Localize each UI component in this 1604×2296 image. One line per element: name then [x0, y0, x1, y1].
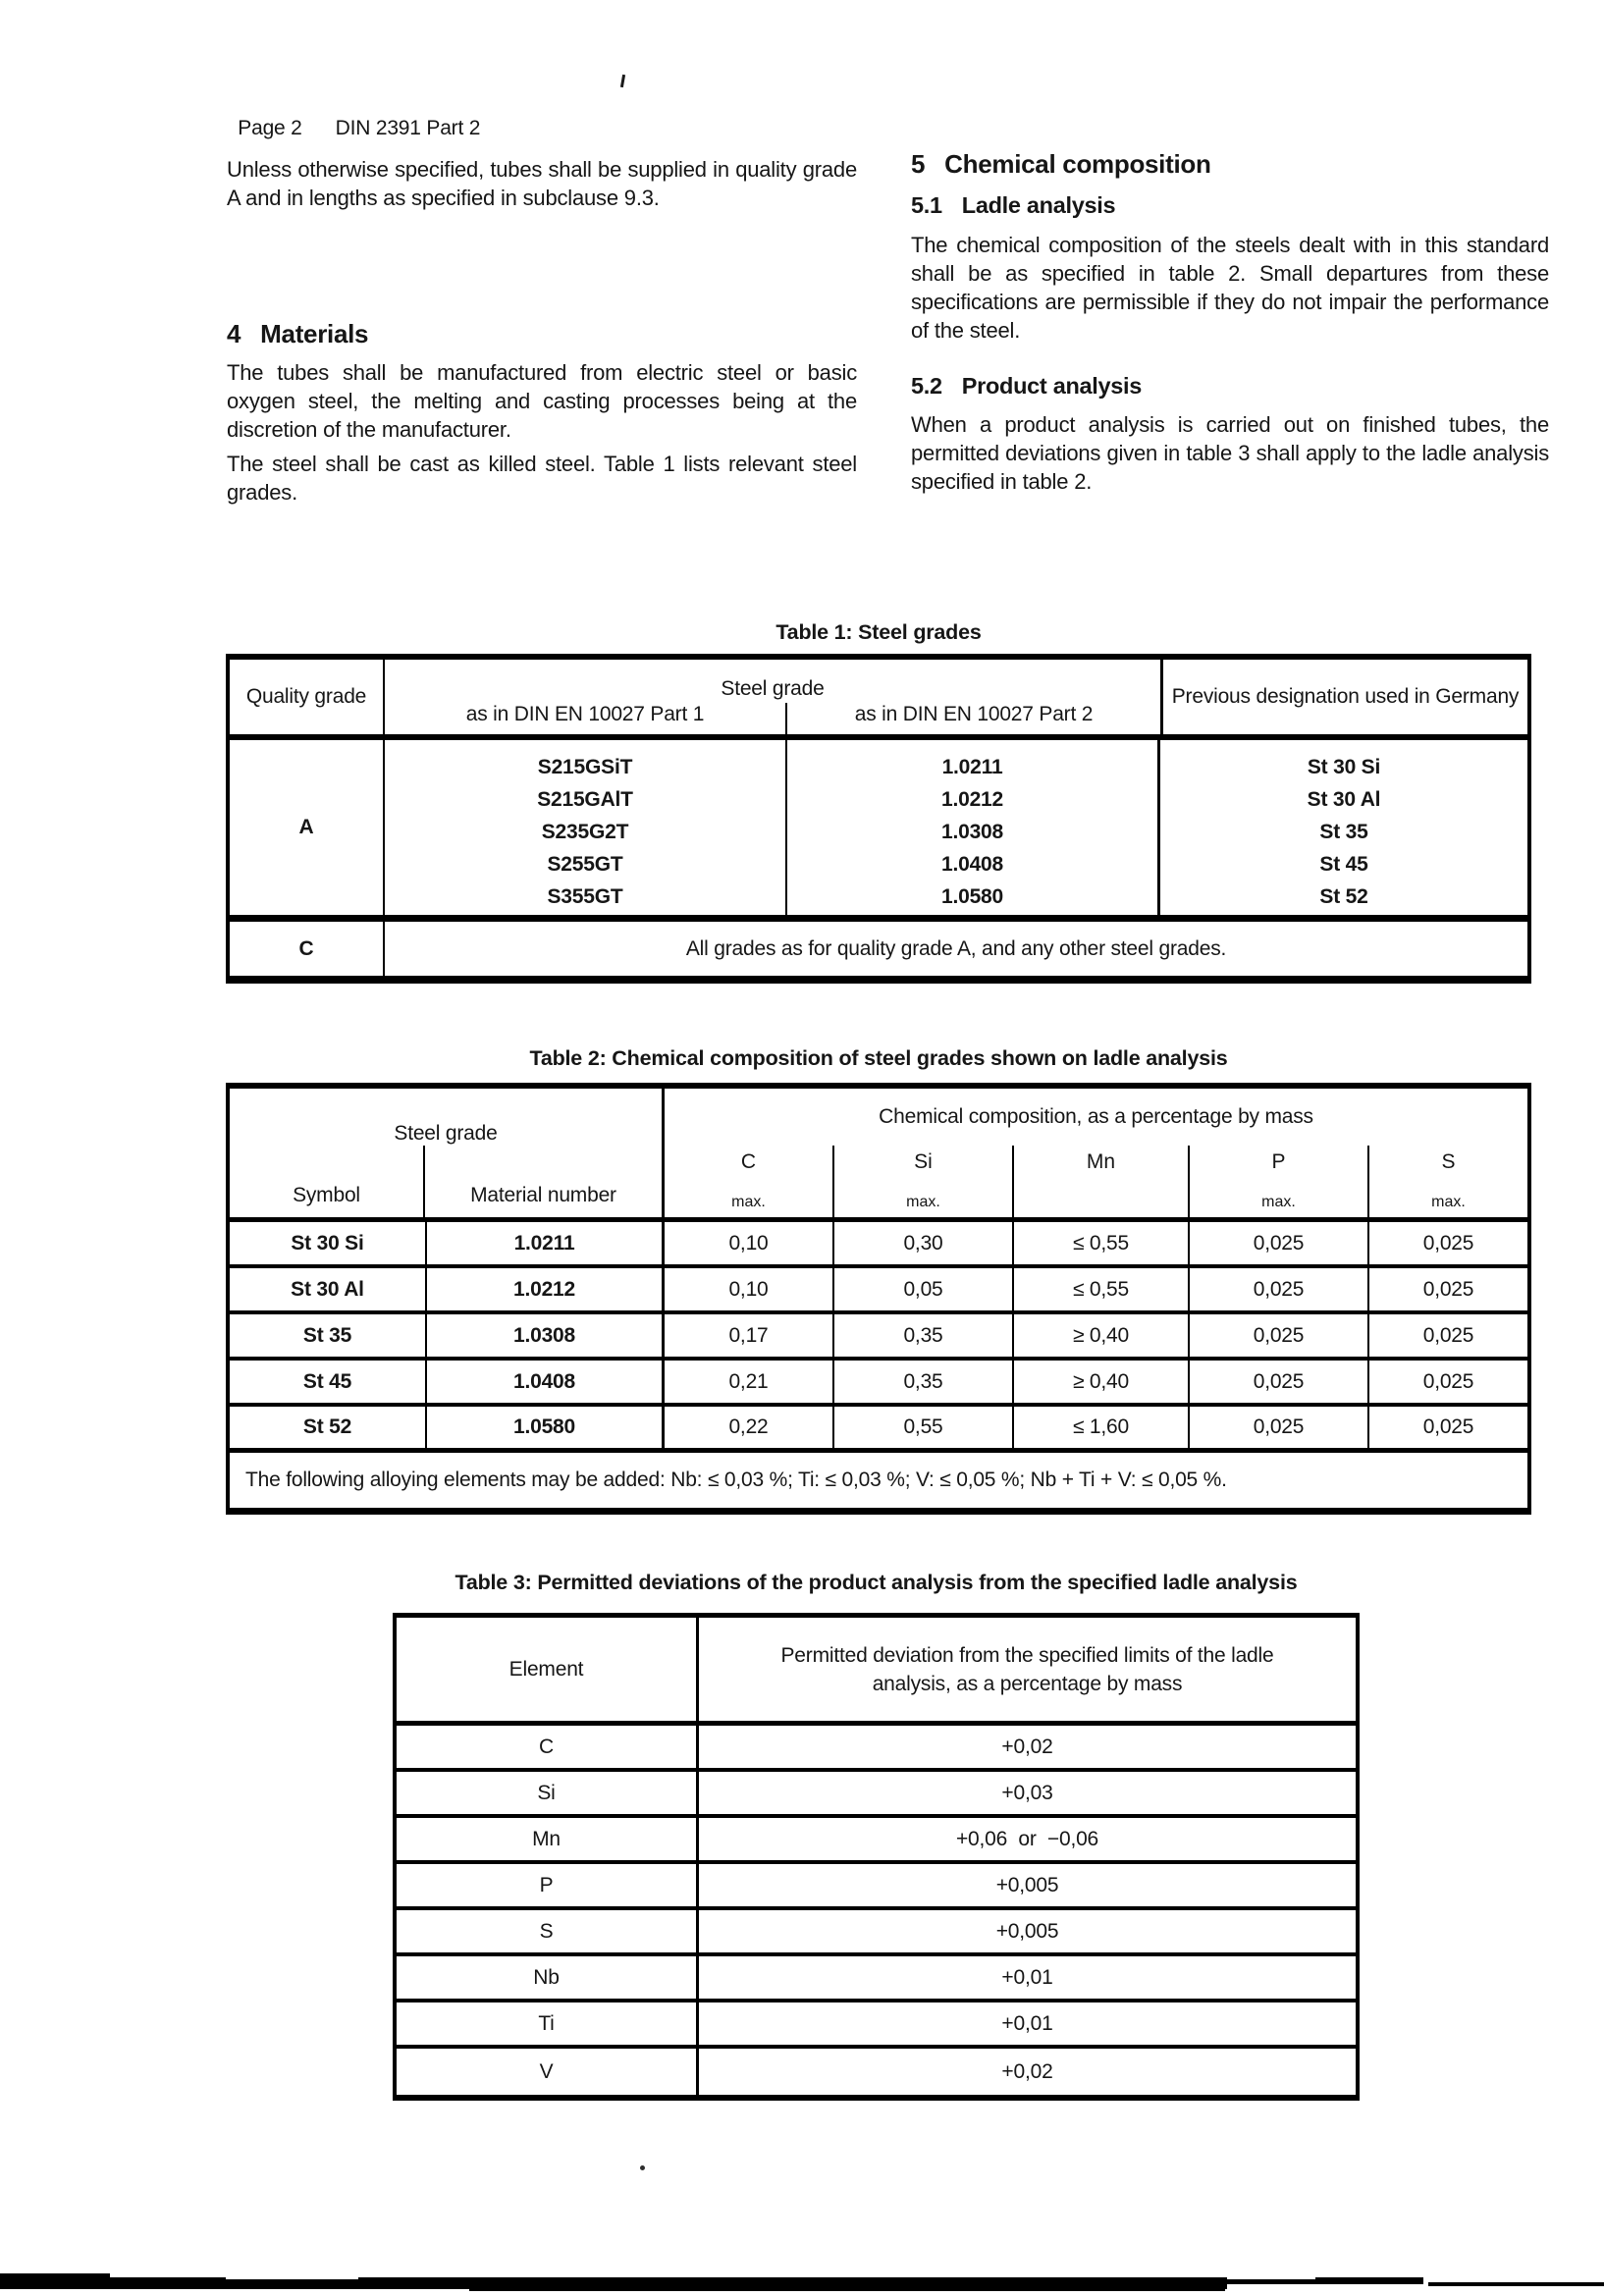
- table-cell: 1.0580: [425, 1407, 662, 1453]
- table-cell: St 30 Si: [1307, 756, 1381, 778]
- table-cell: P: [397, 1864, 699, 1910]
- intro-paragraph: Unless otherwise specified, tubes shall be supplied in quality grade A and in lengths as specified in subclause 9.3.: [227, 157, 857, 210]
- table-cell: 0,55: [832, 1407, 1012, 1453]
- table2-header-element-p: P max.: [1188, 1146, 1367, 1222]
- table-cell: 0,22: [662, 1407, 832, 1453]
- table-cell: St 52: [230, 1407, 425, 1453]
- section-5-1-title: Ladle analysis: [961, 192, 1116, 218]
- table-cell: ≥ 0,40: [1012, 1361, 1188, 1407]
- table-cell: 0,025: [1367, 1222, 1527, 1268]
- table3-header-deviation: Permitted deviation from the specified limits of the ladle analysis, as a percentage by mass: [699, 1618, 1356, 1726]
- materials-paragraph-1: The tubes shall be manufactured from electric steel or basic oxygen steel, the melting and casting processes being at the discretion of the manufacturer.: [227, 360, 857, 442]
- table2-title: Table 2: Chemical composition of steel grades shown on ladle analysis: [529, 1046, 1228, 1070]
- table1-col-part1-values: [385, 740, 787, 922]
- table-cell: 0,025: [1367, 1268, 1527, 1314]
- scan-artifact-tick: [620, 75, 625, 87]
- table2-header-element-c: C max.: [662, 1146, 832, 1222]
- table-cell: ≤ 1,60: [1012, 1407, 1188, 1453]
- section-5-2-title: Product analysis: [961, 373, 1143, 399]
- table1-header-previous-designation: Previous designation used in Germany: [1160, 660, 1527, 740]
- table-cell: 1.0212: [940, 788, 1004, 811]
- scan-artifact-bar: [1428, 2282, 1604, 2286]
- table3-header-element: Element: [397, 1618, 699, 1726]
- table-cell: +0,02: [699, 1726, 1356, 1772]
- page-number: Page 2: [238, 117, 302, 139]
- table-cell: 0,025: [1188, 1361, 1367, 1407]
- table1-header-din-part2: as in DIN EN 10027 Part 2: [787, 703, 1160, 740]
- table-cell: S215GAlT: [537, 788, 633, 811]
- table2-header-element-si: Si max.: [832, 1146, 1012, 1222]
- table-cell: S235G2T: [541, 821, 629, 843]
- table-cell: Nb: [397, 1956, 699, 2002]
- scan-artifact-bar: [0, 2273, 110, 2288]
- table-cell: 0,025: [1188, 1222, 1367, 1268]
- table2-header-steel-grade: Steel grade: [394, 1122, 498, 1145]
- table-cell: St 30 Si: [230, 1222, 425, 1268]
- table-cell: +0,005: [699, 1910, 1356, 1956]
- table2-header-material-number: Material number: [425, 1146, 662, 1222]
- table2-header-element-s: S max.: [1367, 1146, 1527, 1222]
- scan-artifact-dot: [640, 2165, 645, 2170]
- table-cell: +0,02: [1001, 2059, 1053, 2083]
- section-4-number: 4: [227, 319, 241, 348]
- table-cell: 0,025: [1367, 1361, 1527, 1407]
- table-cell: St 45: [230, 1361, 425, 1407]
- section-5-number: 5: [911, 149, 926, 179]
- table-cell: St 30 Al: [1307, 788, 1381, 811]
- table-cell: ≤ 0,55: [1012, 1222, 1188, 1268]
- product-analysis-paragraph: When a product analysis is carried out on finished tubes, the permitted deviations given in table 3 shall apply to the ladle analysis specified in table 2.: [911, 412, 1549, 494]
- section-4-title: Materials: [260, 319, 369, 348]
- table1-grade-c: C: [230, 922, 385, 976]
- table-cell: +0,03: [699, 1772, 1356, 1818]
- table1: [226, 654, 1531, 984]
- table-cell: 0,025: [1188, 1314, 1367, 1361]
- table-cell: 1.0580: [940, 885, 1004, 908]
- table-cell: 1.0408: [940, 853, 1004, 876]
- table-cell: Si: [397, 1772, 699, 1818]
- table3-title: Table 3: Permitted deviations of the product analysis from the specified ladle analysis: [454, 1571, 1298, 1594]
- table-cell: 0,10: [662, 1268, 832, 1314]
- table-cell: St 35: [1319, 821, 1368, 843]
- table-cell: 1.0211: [425, 1222, 662, 1268]
- scan-artifact-bar: [469, 2280, 1225, 2291]
- table-cell: 1.0211: [941, 756, 1003, 778]
- table-cell: 1.0212: [425, 1268, 662, 1314]
- table-cell: S255GT: [547, 853, 623, 876]
- table-cell: 0,35: [832, 1361, 1012, 1407]
- table3: [393, 1613, 1360, 2101]
- table-cell: +0,01: [699, 1956, 1356, 2002]
- table-cell: St 35: [230, 1314, 425, 1361]
- table-cell: St 45: [1319, 853, 1368, 876]
- table-cell: +0,005: [699, 1864, 1356, 1910]
- section-5-2-heading: [911, 373, 1142, 400]
- table2-footnote: The following alloying elements may be added: Nb: ≤ 0,03 %; Ti: ≤ 0,03 %; V: ≤ 0,05 %; Nb + Ti + V: ≤ 0,05 %.: [245, 1468, 1227, 1491]
- table1-col-part2-values: [787, 740, 1160, 922]
- table-cell: S: [397, 1910, 699, 1956]
- table1-header-steel-grade: Steel grade: [721, 677, 825, 700]
- table-cell: +0,01: [699, 2002, 1356, 2049]
- scan-artifact-bar: [1315, 2277, 1423, 2284]
- table-cell: 0,025: [1367, 1314, 1527, 1361]
- section-5-2-number: 5.2: [911, 373, 942, 399]
- table-cell: St 52: [1319, 885, 1368, 908]
- table-cell: 0,025: [1188, 1268, 1367, 1314]
- table-cell: 0,10: [662, 1222, 832, 1268]
- table2-header-symbol: Symbol: [230, 1146, 425, 1222]
- table1-grade-c-text: All grades as for quality grade A, and any other steel grades.: [685, 936, 1227, 960]
- table-cell: 0,17: [662, 1314, 832, 1361]
- table-cell: 1.0308: [940, 821, 1004, 843]
- table2: [226, 1083, 1531, 1515]
- table-cell: ≥ 0,40: [1012, 1314, 1188, 1361]
- section-5-1-heading: [911, 192, 1115, 219]
- table-cell: S215GSiT: [537, 756, 633, 778]
- table-cell: 0,025: [1188, 1407, 1367, 1453]
- table-cell: V: [397, 2049, 699, 2095]
- section-5-heading: [911, 149, 1211, 180]
- section-5-1-number: 5.1: [911, 192, 942, 218]
- table-cell: +0,06 or −0,06: [699, 1818, 1356, 1864]
- section-4-heading: [227, 319, 368, 349]
- table-cell: 1.0308: [425, 1314, 662, 1361]
- doc-reference: DIN 2391 Part 2: [335, 117, 481, 139]
- page-header: [227, 93, 480, 140]
- table-cell: 0,21: [662, 1361, 832, 1407]
- table-cell: St 30 Al: [230, 1268, 425, 1314]
- table-cell: 0,35: [832, 1314, 1012, 1361]
- table-cell: ≤ 0,55: [1012, 1268, 1188, 1314]
- table2-header-chemical-composition: Chemical composition, as a percentage by mass: [662, 1089, 1527, 1146]
- table1-header-din-part1: as in DIN EN 10027 Part 1: [385, 703, 787, 740]
- table1-col-previous-values: [1160, 740, 1527, 922]
- table1-grade-a: A: [230, 740, 385, 922]
- section-5-title: Chemical composition: [944, 149, 1211, 179]
- table-cell: Mn: [397, 1818, 699, 1864]
- table-cell: 1.0408: [425, 1361, 662, 1407]
- table-cell: 0,025: [1367, 1407, 1527, 1453]
- table-cell: 0,30: [832, 1222, 1012, 1268]
- ladle-analysis-paragraph: The chemical composition of the steels dealt with in this standard shall be as specified in table 2. Small departures from these specifications are permissible if they do not impair the performance of the steel.: [911, 233, 1549, 343]
- scan-artifact-bar-gap: [226, 2275, 358, 2279]
- materials-paragraph-2: The steel shall be cast as killed steel. Table 1 lists relevant steel grades.: [227, 452, 857, 505]
- table-cell: 0,05: [832, 1268, 1012, 1314]
- table1-header-quality-grade: Quality grade: [230, 660, 385, 740]
- table-cell: S355GT: [547, 885, 623, 908]
- table1-title: Table 1: Steel grades: [775, 620, 982, 644]
- table2-header-element-mn: Mn: [1012, 1146, 1188, 1222]
- table-cell: Ti: [397, 2002, 699, 2049]
- table-cell: C: [397, 1726, 699, 1772]
